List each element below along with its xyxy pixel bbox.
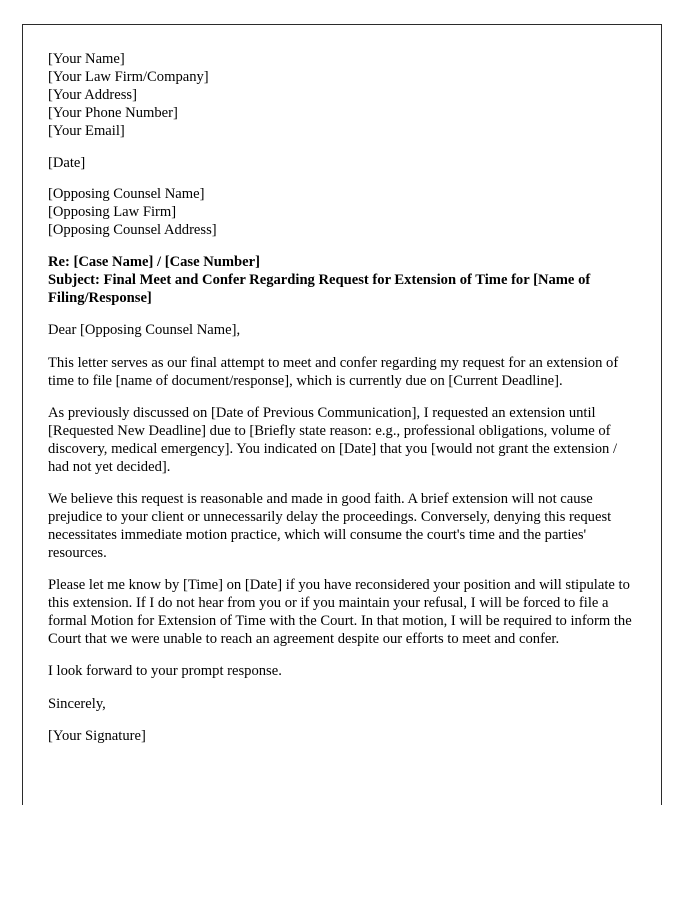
- sender-firm: [Your Law Firm/Company]: [48, 68, 209, 85]
- sender-name: [Your Name]: [48, 51, 125, 67]
- sender-address-block: [48, 51, 632, 141]
- recipient-name: [Opposing Counsel Name]: [48, 186, 205, 203]
- date-line: [Date]: [48, 154, 86, 171]
- reference-subject-block: [48, 254, 632, 308]
- body-paragraph-2: As previously discussed on [Date of Previous Communication], I requested an extension until [Requested New Deadline] due to [Briefly state reason: e.g., professional obligations, volume of discovery, medical emergency]. You indicated on [Date] that you [would not grant the extension / had not yet decided].: [48, 405, 618, 475]
- recipient-address-block: [48, 186, 632, 240]
- sign-off: Sincerely,: [48, 695, 106, 712]
- sender-address: [Your Address]: [48, 86, 137, 103]
- document-page: [22, 24, 662, 805]
- signature-line: [Your Signature]: [48, 728, 146, 745]
- body-paragraph-3: We believe this request is reasonable and made in good faith. A brief extension will not cause prejudice to your client or unnecessarily delay the proceedings. Conversely, denying this request necessitates immediate motion practice, which will consume the court's time and the parties' resources.: [48, 491, 612, 561]
- salutation: Dear [Opposing Counsel Name],: [48, 322, 241, 339]
- re-line: Re: [Case Name] / [Case Number]: [48, 254, 260, 271]
- recipient-firm: [Opposing Law Firm]: [48, 204, 177, 221]
- letter-content: [48, 51, 632, 761]
- sender-email: [Your Email]: [48, 122, 125, 139]
- date-block: [48, 155, 632, 173]
- body-paragraph-4: Please let me know by [Time] on [Date] if you have reconsidered your position and will stipulate to this extension. If I do not hear from you or if you maintain your refusal, I will be forced to file a formal Motion for Extension of Time with the Court. In that motion, I will be required to inform the Court that we were unable to reach an agreement despite our efforts to meet and confer.: [48, 577, 632, 648]
- closing-line: I look forward to your prompt response.: [48, 663, 282, 680]
- recipient-address: [Opposing Counsel Address]: [48, 222, 217, 239]
- sender-phone: [Your Phone Number]: [48, 104, 178, 121]
- subject-line: Subject: Final Meet and Confer Regarding Request for Extension of Time for [Name of Filing/Response]: [48, 272, 591, 306]
- body-paragraph-1: This letter serves as our final attempt to meet and confer regarding my request for an extension of time to file [name of document/response], which is currently due on [Current Deadline].: [48, 354, 619, 389]
